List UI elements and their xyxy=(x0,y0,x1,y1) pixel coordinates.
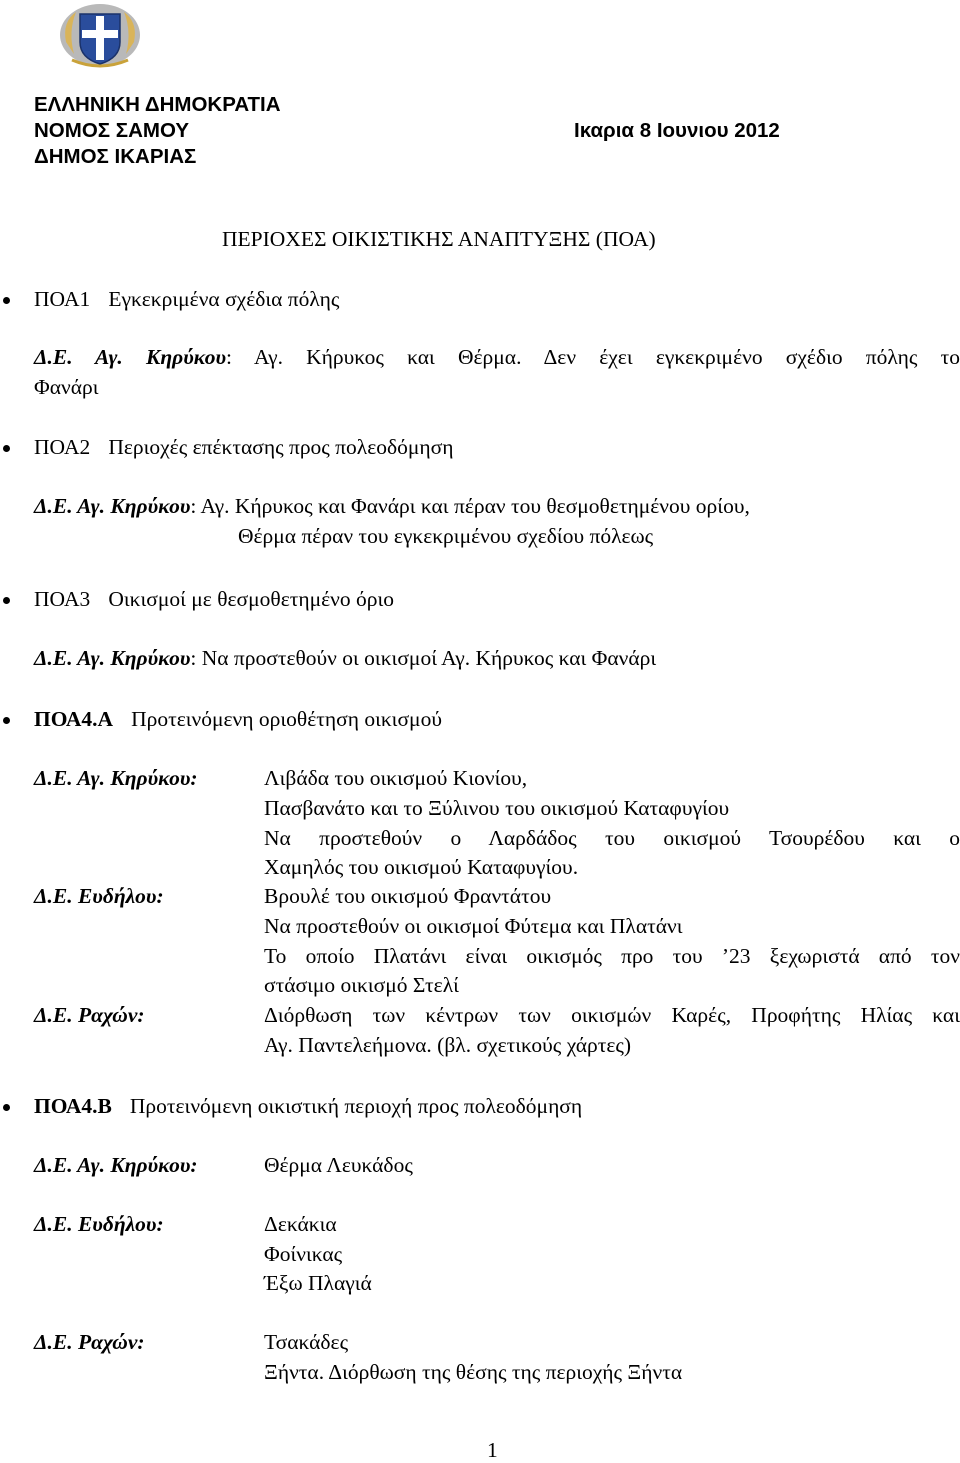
poa4a-heading xyxy=(34,707,442,732)
poa2-code: ΠΟΑ2 xyxy=(34,435,91,459)
poa3-line xyxy=(34,646,656,671)
poa4b-item: Τσακάδες xyxy=(264,1330,349,1354)
bullet-dot-icon xyxy=(3,297,10,304)
poa4b-heading xyxy=(34,1094,582,1119)
poa1-desc: Εγκεκριμένα σχέδια πόλης xyxy=(108,287,340,311)
poa2-de: Δ.Ε. Αγ. Κηρύκου xyxy=(34,494,191,518)
poa4a-item: στάσιμο οικισμό Στελί xyxy=(264,973,459,997)
poa1-line1 xyxy=(34,345,960,370)
poa4a-item: Το οποίο Πλατάνι είναι οικισμός προ του ’23 ξεχωριστά από τον xyxy=(264,944,960,968)
greek-republic-emblem-icon xyxy=(58,2,142,68)
poa4a-item: Αγ. Παντελεήμονα. (βλ. σχετικούς χάρτες) xyxy=(264,1033,632,1057)
bullet-dot-icon xyxy=(3,1104,10,1111)
poa3-desc: Οικισμοί με θεσμοθετημένο όριο xyxy=(108,587,395,611)
bullet-dot-icon xyxy=(3,445,10,452)
poa4b-item: Έξω Πλαγιά xyxy=(264,1271,372,1295)
poa4a-de-rachon: Δ.Ε. Ραχών: xyxy=(34,1003,145,1027)
org-line-prefecture: ΝΟΜΟΣ ΣΑΜΟΥ xyxy=(34,119,190,142)
poa2-line1 xyxy=(34,494,750,519)
poa3-de: Δ.Ε. Αγ. Κηρύκου xyxy=(34,646,191,670)
poa4a-item: Βρουλέ του οικισμού Φραντάτου xyxy=(264,884,552,908)
org-line-municipality: ΔΗΜΟΣ ΙΚΑΡΙΑΣ xyxy=(34,145,197,168)
bullet-dot-icon xyxy=(3,717,10,724)
poa4b-item: Θέρμα Λευκάδος xyxy=(264,1153,413,1177)
poa2-desc: Περιοχές επέκτασης προς πολεοδόμηση xyxy=(108,435,454,459)
poa1-line2: Φανάρι xyxy=(34,375,99,399)
poa2-text1: : Αγ. Κήρυκος και Φανάρι και πέραν του θεσμοθετημένου ορίου, xyxy=(190,494,750,518)
poa4b-code: ΠΟΑ4.Β xyxy=(34,1094,112,1118)
poa3-text: : Να προστεθούν οι οικισμοί Αγ. Κήρυκος και Φανάρι xyxy=(190,646,657,670)
poa4b-item: Δεκάκια xyxy=(264,1212,337,1236)
poa3-code: ΠΟΑ3 xyxy=(34,587,91,611)
bullet-dot-icon xyxy=(3,597,10,604)
poa4a-de-evdilou: Δ.Ε. Ευδήλου: xyxy=(34,884,164,908)
poa1-heading xyxy=(34,287,339,312)
poa4a-desc: Προτεινόμενη οριοθέτηση οικισμού xyxy=(131,707,442,731)
poa4b-desc: Προτεινόμενη οικιστική περιοχή προς πολεοδόμηση xyxy=(129,1094,583,1118)
poa4a-item: Πασβανάτο και το Ξύλινου του οικισμού Καταφυγίου xyxy=(264,796,730,820)
org-line-republic: ΕΛΛΗΝΙΚΗ ΔΗΜΟΚΡΑΤΙΑ xyxy=(34,93,281,116)
poa4b-de-evdilou: Δ.Ε. Ευδήλου: xyxy=(34,1212,164,1236)
poa4a-code: ΠΟΑ4.Α xyxy=(34,707,114,731)
poa4a-item: Διόρθωση των κέντρων των οικισμών Καρές, Προφήτης Ηλίας και xyxy=(264,1003,960,1027)
poa4b-item: Φοίνικας xyxy=(264,1242,343,1266)
poa4a-item: Χαμηλός του οικισμού Καταφυγίου. xyxy=(264,855,579,879)
poa2-line2: Θέρμα πέραν του εγκεκριμένου σχεδίου πόλεως xyxy=(238,524,654,548)
poa4b-de-kirykou: Δ.Ε. Αγ. Κηρύκου: xyxy=(34,1153,198,1177)
poa4a-item: Λιβάδα του οικισμού Κιονίου, xyxy=(264,766,528,790)
poa1-text1: : Αγ. Κήρυκος και Θέρμα. Δεν έχει εγκεκριμένο σχέδιο πόλης το xyxy=(226,345,960,369)
page-number: 1 xyxy=(487,1438,498,1462)
poa4b-de-rachon: Δ.Ε. Ραχών: xyxy=(34,1330,145,1354)
document-title: ΠΕΡΙΟΧΕΣ ΟΙΚΙΣΤΙΚΗΣ ΑΝΑΠΤΥΞΗΣ (ΠΟΑ) xyxy=(222,227,656,251)
poa1-de: Δ.Ε. Αγ. Κηρύκου xyxy=(34,345,227,369)
poa4a-de-kirykou: Δ.Ε. Αγ. Κηρύκου: xyxy=(34,766,198,790)
poa3-heading xyxy=(34,587,394,612)
poa1-code: ΠΟΑ1 xyxy=(34,287,91,311)
poa4a-item: Να προστεθούν ο Λαρδάδος του οικισμού Τσουρέδου και ο xyxy=(264,826,960,850)
poa4b-item: Ξήντα. Διόρθωση της θέσης της περιοχής Ξήντα xyxy=(264,1360,683,1384)
poa4a-item: Να προστεθούν οι οικισμοί Φύτεμα και Πλατάνι xyxy=(264,914,683,938)
place-date: Ικαρια 8 Ιουνιου 2012 xyxy=(574,119,780,142)
poa2-heading xyxy=(34,435,453,460)
